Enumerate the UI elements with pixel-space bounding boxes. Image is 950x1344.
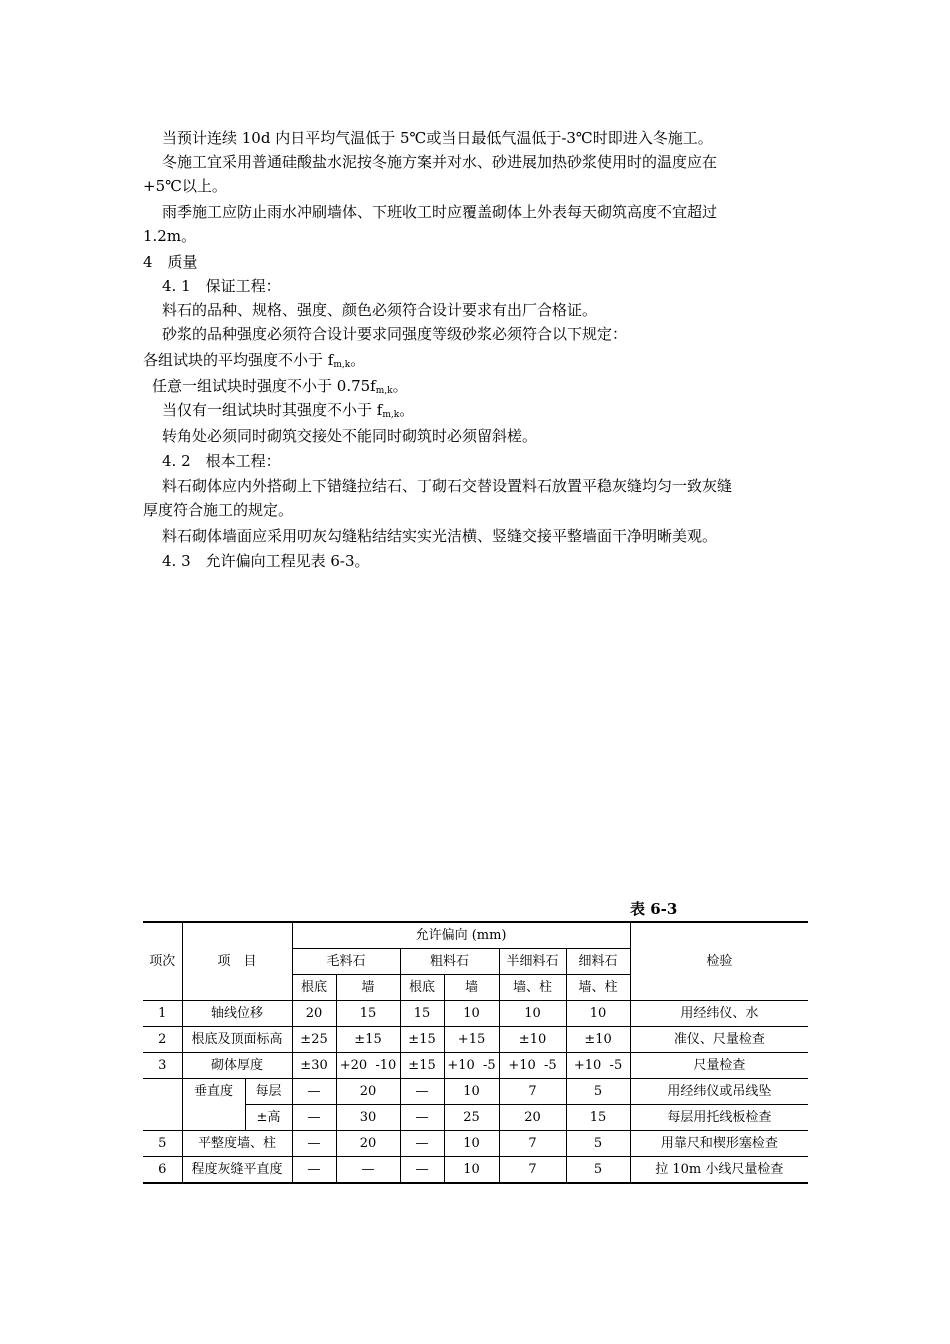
- table-row: [143, 1079, 808, 1105]
- subheading-basic: 4. 2 根本工程：: [162, 452, 281, 470]
- cell-value: +10 -5: [499, 1053, 566, 1079]
- cell-item: 砌体厚度: [182, 1053, 292, 1079]
- cell-value: —: [292, 1079, 336, 1105]
- cell-value: —: [292, 1131, 336, 1157]
- table-row: [143, 1157, 808, 1184]
- header-group: 细料石: [566, 949, 630, 975]
- cell-seq: 3: [143, 1053, 182, 1079]
- header-seq: 项次: [143, 922, 182, 1001]
- cell-value: —: [400, 1079, 444, 1105]
- paragraph-stone-spec: 料石的品种、规格、强度、颜色必须符合设计要求有出厂合格证。: [162, 301, 598, 319]
- paragraph-winter-cement: 冬施工宜采用普通硅酸盐水泥按冬施方案并对水、砂进展加热砂浆使用时的温度应在: [162, 153, 718, 171]
- cell-value: +10 -5: [444, 1053, 499, 1079]
- header-sub: 墙、柱: [566, 975, 630, 1001]
- table-row: [143, 1027, 808, 1053]
- cell-seq: [143, 1079, 182, 1131]
- cell-value: 15: [336, 1001, 400, 1027]
- cell-value: 5: [566, 1079, 630, 1105]
- cell-check: 准仪、尺量检查: [630, 1027, 808, 1053]
- cell-value: 10: [444, 1131, 499, 1157]
- cell-value: +15: [444, 1027, 499, 1053]
- cell-subitem: 每层: [245, 1079, 292, 1105]
- paragraph-corners: 转角处必须同时砌筑交接处不能同时砌筑时必须留斜槎。: [162, 427, 538, 445]
- cell-item: 轴线位移: [182, 1001, 292, 1027]
- cell-value: 7: [499, 1131, 566, 1157]
- cell-check: 用经纬仪、水: [630, 1001, 808, 1027]
- cell-value: 20: [499, 1105, 566, 1131]
- paragraph-avg-strength: 各组试块的平均强度不小于 $f_{m,k}$。: [143, 351, 366, 370]
- cell-value: 20: [336, 1131, 400, 1157]
- header-sub: 墙: [336, 975, 400, 1001]
- cell-value: ±15: [400, 1027, 444, 1053]
- paragraph-winter-cement-cont: +5℃以上。: [143, 177, 227, 195]
- cell-value: 20: [292, 1001, 336, 1027]
- table-caption: 表 6-3: [630, 900, 678, 918]
- cell-value: 10: [444, 1079, 499, 1105]
- paragraph-wall-surface: 料石砌体墙面应采用叨灰勾缝粘结结实实光洁横、竖缝交接平整墙面干净明晰美观。: [162, 527, 718, 545]
- cell-value: ±15: [400, 1053, 444, 1079]
- header-sub: 墙、柱: [499, 975, 566, 1001]
- cell-value: ±25: [292, 1027, 336, 1053]
- paragraph-masonry-cont: 厚度符合施工的规定。: [143, 501, 294, 519]
- paragraph-rain-cont: 1.2m。: [143, 227, 197, 245]
- cell-value: ±10: [566, 1027, 630, 1053]
- cell-item: 程度灰缝平直度: [182, 1157, 292, 1184]
- table-header-row: [143, 922, 808, 949]
- cell-item: 平整度墙、柱: [182, 1131, 292, 1157]
- paragraph-any-strength: 任意一组试块时强度不小于 $0.75f_{m,k}$。: [152, 377, 408, 396]
- paragraph-single-strength: 当仅有一组试块时其强度不小于 $f_{m,k}$。: [162, 401, 415, 420]
- header-tolerance: 允许偏向 (mm): [292, 922, 630, 949]
- subheading-tolerance: 4. 3 允许偏向工程见表 6-3。: [162, 552, 370, 570]
- cell-value: ±30: [292, 1053, 336, 1079]
- cell-seq: 2: [143, 1027, 182, 1053]
- table-row: [143, 1053, 808, 1079]
- cell-value: ±10: [499, 1027, 566, 1053]
- cell-item: 垂直度: [182, 1079, 245, 1131]
- cell-value: 5: [566, 1157, 630, 1184]
- cell-value: +20 -10: [336, 1053, 400, 1079]
- header-group: 粗料石: [400, 949, 499, 975]
- paragraph-winter-start: 当预计连续 10d 内日平均气温低于 5℃或当日最低气温低于-3℃时即进入冬施工。: [162, 129, 713, 147]
- header-check: 检验: [630, 922, 808, 1001]
- cell-seq: 1: [143, 1001, 182, 1027]
- header-sub: 根底: [400, 975, 444, 1001]
- header-sub: 根底: [292, 975, 336, 1001]
- header-group: 半细料石: [499, 949, 566, 975]
- paragraph-rain: 雨季施工应防止雨水冲刷墙体、下班收工时应覆盖砌体上外表每天砌筑高度不宜超过: [162, 203, 718, 221]
- cell-seq: 6: [143, 1157, 182, 1184]
- cell-item: 根底及顶面标高: [182, 1027, 292, 1053]
- cell-seq: 5: [143, 1131, 182, 1157]
- cell-value: 7: [499, 1157, 566, 1184]
- cell-value: —: [400, 1131, 444, 1157]
- cell-value: —: [292, 1105, 336, 1131]
- cell-value: 15: [566, 1105, 630, 1131]
- paragraph-masonry: 料石砌体应内外搭砌上下错缝拉结石、丁砌石交替设置料石放置平稳灰缝均匀一致灰缝: [162, 477, 733, 495]
- section-heading-quality: 4 质量: [143, 253, 198, 271]
- cell-check: 每层用托线板检查: [630, 1105, 808, 1131]
- cell-check: 用靠尺和楔形塞检查: [630, 1131, 808, 1157]
- cell-value: 10: [566, 1001, 630, 1027]
- cell-subitem: ±高: [245, 1105, 292, 1131]
- cell-value: 10: [499, 1001, 566, 1027]
- cell-check: 拉 10m 小线尺量检查: [630, 1157, 808, 1184]
- subheading-guarantee: 4. 1 保证工程：: [162, 277, 281, 295]
- cell-value: —: [400, 1157, 444, 1184]
- cell-value: —: [400, 1105, 444, 1131]
- header-group: 毛料石: [292, 949, 400, 975]
- cell-value: 15: [400, 1001, 444, 1027]
- cell-value: 30: [336, 1105, 400, 1131]
- tolerance-table: [143, 921, 808, 1184]
- cell-value: —: [336, 1157, 400, 1184]
- cell-value: 25: [444, 1105, 499, 1131]
- table-row: [143, 1001, 808, 1027]
- cell-check: 尺量检查: [630, 1053, 808, 1079]
- header-sub: 墙: [444, 975, 499, 1001]
- table-row: [143, 1131, 808, 1157]
- cell-check: 用经纬仪或吊线坠: [630, 1079, 808, 1105]
- cell-value: 5: [566, 1131, 630, 1157]
- cell-value: 10: [444, 1001, 499, 1027]
- cell-value: +10 -5: [566, 1053, 630, 1079]
- cell-value: 10: [444, 1157, 499, 1184]
- cell-value: 7: [499, 1079, 566, 1105]
- paragraph-mortar: 砂浆的品种强度必须符合设计要求同强度等级砂浆必须符合以下规定：: [162, 325, 628, 343]
- header-item: 项 目: [182, 922, 292, 1001]
- cell-value: ±15: [336, 1027, 400, 1053]
- cell-value: 20: [336, 1079, 400, 1105]
- cell-value: —: [292, 1157, 336, 1184]
